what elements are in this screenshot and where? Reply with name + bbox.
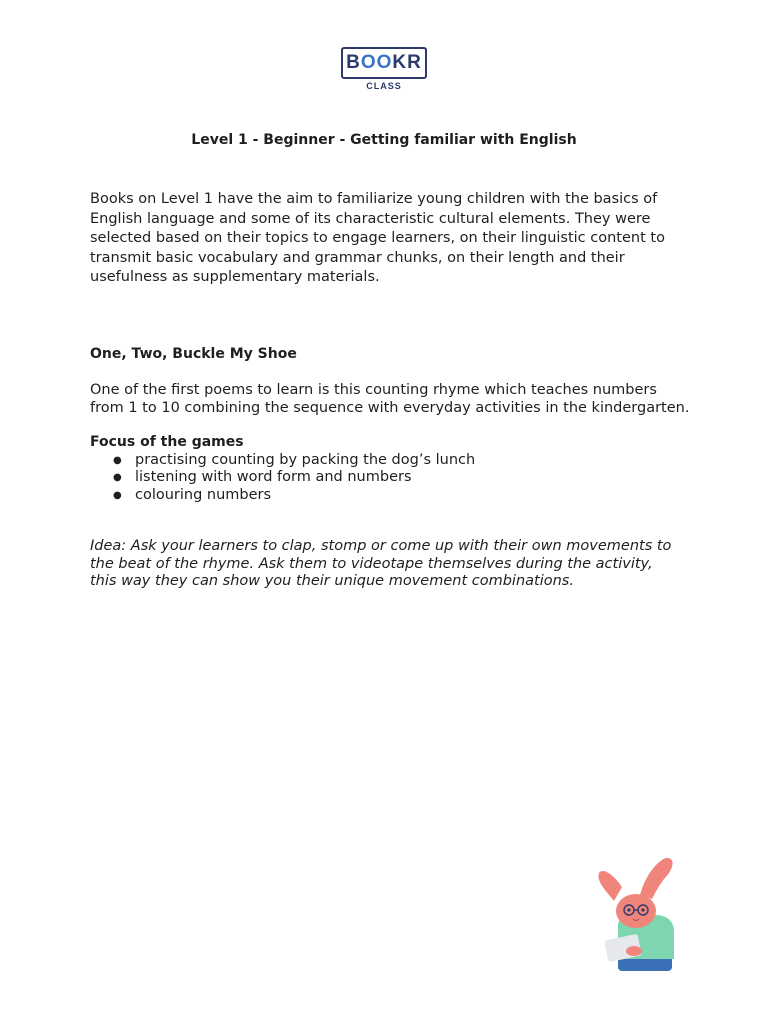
logo-letter-b: B [346, 52, 361, 73]
logo-letters-oo: OO [360, 52, 393, 73]
bunny-with-tablet-icon [594, 855, 680, 973]
logo-wordmark [341, 47, 427, 79]
section-title: One, Two, Buckle My Shoe [90, 346, 297, 362]
focus-item: ● colouring numbers [90, 487, 475, 504]
intro-paragraph: Books on Level 1 have the aim to familiarize young children with the basics of English language and some of its characteristic cultural elements. They were selected based on their topics to engage learners, on their linguistic content to transmit basic vocabulary and grammar chunks, on their length and their usefulness as supplementary materials. [90, 191, 665, 285]
focus-item: ● practising counting by packing the dog’s lunch [90, 452, 475, 469]
idea-note: Idea: Ask your learners to clap, stomp or come up with their own movements to the beat of the rhyme. Ask them to videotape themselves during the activity, this way they can show you their unique movement combinations. [90, 538, 672, 589]
page-title: Level 1 - Beginner - Getting familiar with English [191, 132, 577, 148]
logo-letters-kr: KR [392, 52, 422, 73]
logo-subtitle: CLASS [366, 81, 402, 91]
bookr-class-logo [341, 47, 427, 93]
focus-title: Focus of the games [90, 434, 244, 450]
focus-item: ● listening with word form and numbers [90, 469, 475, 486]
focus-list [90, 452, 475, 504]
section-description: One of the first poems to learn is this counting rhyme which teaches numbers from 1 to 10 combining the sequence with everyday activities in the kindergarten. [90, 382, 690, 416]
